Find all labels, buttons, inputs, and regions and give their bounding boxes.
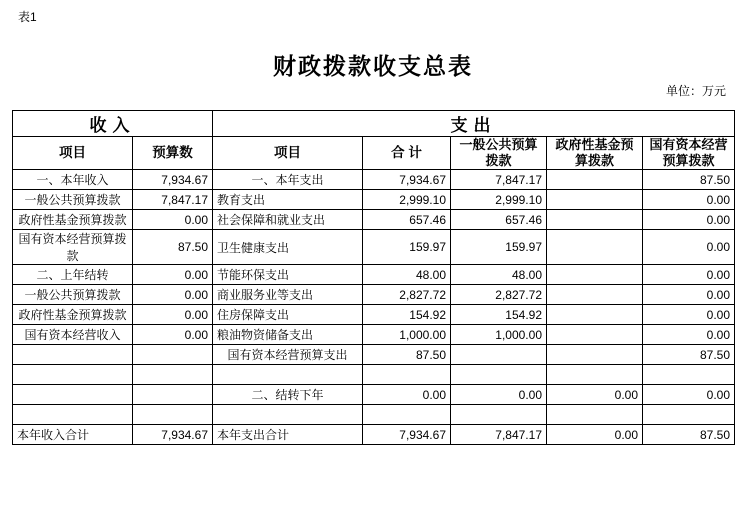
cell-total-income-item: 本年收入合计 xyxy=(13,425,133,445)
cell-income-item xyxy=(13,385,133,405)
column-header-income-budget: 预算数 xyxy=(133,137,213,170)
cell-exp-total: 7,934.67 xyxy=(363,170,451,190)
cell-exp-public xyxy=(451,365,547,385)
cell-exp-public xyxy=(451,345,547,365)
cell-income-item xyxy=(13,405,133,425)
cell-exp-item: 粮油物资储备支出 xyxy=(213,325,363,345)
cell-income-value: 0.00 xyxy=(133,285,213,305)
cell-exp-fund: 0.00 xyxy=(547,385,643,405)
group-header-income: 收入 xyxy=(13,111,213,137)
table-row xyxy=(13,345,735,365)
cell-exp-item: 节能环保支出 xyxy=(213,265,363,285)
cell-exp-state: 0.00 xyxy=(643,210,735,230)
cell-exp-public xyxy=(451,405,547,425)
cell-exp-item: 教育支出 xyxy=(213,190,363,210)
cell-exp-public: 154.92 xyxy=(451,305,547,325)
column-header-exp-fund: 政府性基金预算拨款 xyxy=(547,137,643,170)
cell-income-item: 一般公共预算拨款 xyxy=(13,285,133,305)
cell-income-item: 国有资本经营预算拨款 xyxy=(13,230,133,265)
cell-exp-public: 2,827.72 xyxy=(451,285,547,305)
cell-exp-public: 0.00 xyxy=(451,385,547,405)
cell-exp-total: 2,827.72 xyxy=(363,285,451,305)
cell-exp-fund xyxy=(547,285,643,305)
cell-total-exp-state: 87.50 xyxy=(643,425,735,445)
unit-note: 单位：万元 xyxy=(665,84,726,98)
cell-exp-state: 0.00 xyxy=(643,385,735,405)
cell-exp-fund xyxy=(547,325,643,345)
cell-exp-item: 国有资本经营预算支出 xyxy=(213,345,363,365)
cell-exp-total: 1,000.00 xyxy=(363,325,451,345)
table-body xyxy=(13,111,735,445)
cell-income-item: 一般公共预算拨款 xyxy=(13,190,133,210)
cell-exp-state: 0.00 xyxy=(643,190,735,210)
cell-exp-fund xyxy=(547,190,643,210)
table-label: 表1 xyxy=(18,10,37,24)
cell-exp-item: 一、本年支出 xyxy=(213,170,363,190)
cell-exp-total: 154.92 xyxy=(363,305,451,325)
cell-total-exp-fund: 0.00 xyxy=(547,425,643,445)
cell-exp-total: 0.00 xyxy=(363,385,451,405)
financial-table-wrapper xyxy=(12,110,734,445)
table-row xyxy=(13,385,735,405)
cell-exp-item: 卫生健康支出 xyxy=(213,230,363,265)
cell-exp-state: 0.00 xyxy=(643,230,735,265)
cell-exp-item: 社会保障和就业支出 xyxy=(213,210,363,230)
cell-exp-state: 87.50 xyxy=(643,345,735,365)
column-header-exp-total: 合 计 xyxy=(363,137,451,170)
cell-exp-fund xyxy=(547,305,643,325)
cell-income-item xyxy=(13,345,133,365)
cell-exp-total xyxy=(363,405,451,425)
financial-table xyxy=(12,110,735,445)
cell-exp-total: 657.46 xyxy=(363,210,451,230)
table-row xyxy=(13,170,735,190)
cell-exp-fund xyxy=(547,230,643,265)
cell-exp-state xyxy=(643,405,735,425)
cell-exp-state: 0.00 xyxy=(643,265,735,285)
cell-income-value: 0.00 xyxy=(133,210,213,230)
cell-exp-item xyxy=(213,405,363,425)
cell-exp-public: 7,847.17 xyxy=(451,170,547,190)
cell-income-value: 87.50 xyxy=(133,230,213,265)
cell-exp-public: 1,000.00 xyxy=(451,325,547,345)
cell-income-value: 0.00 xyxy=(133,325,213,345)
table-row xyxy=(13,405,735,425)
cell-income-value xyxy=(133,385,213,405)
column-header-exp-item: 项目 xyxy=(213,137,363,170)
cell-exp-public: 48.00 xyxy=(451,265,547,285)
cell-exp-total: 48.00 xyxy=(363,265,451,285)
cell-exp-item: 住房保障支出 xyxy=(213,305,363,325)
column-header-income-item: 项目 xyxy=(13,137,133,170)
column-header-exp-state: 国有资本经营预算拨款 xyxy=(643,137,735,170)
cell-exp-state: 0.00 xyxy=(643,285,735,305)
table-row xyxy=(13,190,735,210)
cell-total-exp-total: 7,934.67 xyxy=(363,425,451,445)
table-row xyxy=(13,365,735,385)
cell-income-item: 一、本年收入 xyxy=(13,170,133,190)
cell-exp-state: 87.50 xyxy=(643,170,735,190)
table-row xyxy=(13,325,735,345)
cell-income-value xyxy=(133,365,213,385)
cell-exp-total: 159.97 xyxy=(363,230,451,265)
cell-income-item: 二、上年结转 xyxy=(13,265,133,285)
column-header-exp-public: 一般公共预算拨款 xyxy=(451,137,547,170)
cell-income-item: 政府性基金预算拨款 xyxy=(13,305,133,325)
cell-exp-total xyxy=(363,365,451,385)
cell-exp-public: 159.97 xyxy=(451,230,547,265)
cell-income-value: 0.00 xyxy=(133,305,213,325)
cell-income-value xyxy=(133,405,213,425)
cell-total-exp-public: 7,847.17 xyxy=(451,425,547,445)
cell-income-item: 政府性基金预算拨款 xyxy=(13,210,133,230)
cell-exp-item: 二、结转下年 xyxy=(213,385,363,405)
cell-exp-fund xyxy=(547,170,643,190)
page-title: 财政拨款收支总表 xyxy=(273,53,473,79)
cell-total-income-value: 7,934.67 xyxy=(133,425,213,445)
group-header-expenditure: 支出 xyxy=(213,111,735,137)
cell-exp-state: 0.00 xyxy=(643,305,735,325)
cell-exp-fund xyxy=(547,405,643,425)
cell-income-item xyxy=(13,365,133,385)
cell-exp-state: 0.00 xyxy=(643,325,735,345)
table-row xyxy=(13,305,735,325)
table-group-header-row xyxy=(13,111,735,137)
cell-income-value: 7,847.17 xyxy=(133,190,213,210)
cell-exp-public: 657.46 xyxy=(451,210,547,230)
cell-exp-total: 87.50 xyxy=(363,345,451,365)
table-row xyxy=(13,265,735,285)
cell-income-value: 0.00 xyxy=(133,265,213,285)
table-row xyxy=(13,285,735,305)
table-row xyxy=(13,210,735,230)
table-row xyxy=(13,230,735,265)
cell-exp-state xyxy=(643,365,735,385)
cell-exp-total: 2,999.10 xyxy=(363,190,451,210)
cell-income-item: 国有资本经营收入 xyxy=(13,325,133,345)
cell-income-value xyxy=(133,345,213,365)
cell-exp-fund xyxy=(547,210,643,230)
cell-exp-fund xyxy=(547,365,643,385)
table-total-row xyxy=(13,425,735,445)
cell-exp-fund xyxy=(547,265,643,285)
cell-exp-fund xyxy=(547,345,643,365)
cell-exp-item: 商业服务业等支出 xyxy=(213,285,363,305)
cell-exp-item xyxy=(213,365,363,385)
cell-income-value: 7,934.67 xyxy=(133,170,213,190)
cell-exp-public: 2,999.10 xyxy=(451,190,547,210)
cell-total-exp-item: 本年支出合计 xyxy=(213,425,363,445)
table-column-header-row xyxy=(13,137,735,170)
